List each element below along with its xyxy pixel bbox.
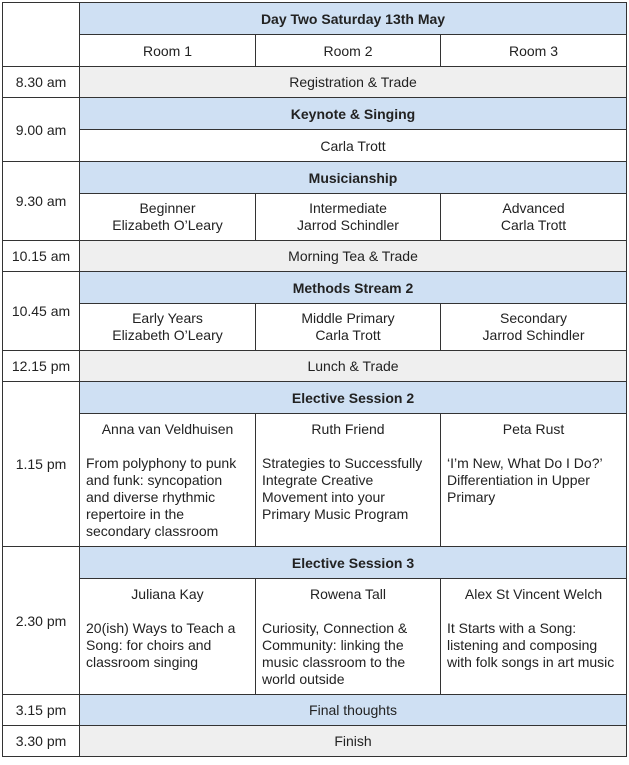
- session-cell: [441, 304, 627, 351]
- time-cell: 9.00 am: [3, 98, 80, 162]
- elective-3-title: Elective Session 3: [80, 547, 627, 579]
- elective-description: ‘I’m New, What Do I Do?’ Differentiation in Upper Primary: [447, 455, 603, 505]
- session-cell: [256, 304, 441, 351]
- room-2-header: Room 2: [256, 35, 441, 67]
- elective-cell: [441, 414, 627, 547]
- corner-cell: [3, 3, 80, 67]
- day-title: Day Two Saturday 13th May: [80, 3, 627, 35]
- room-3-header: Room 3: [441, 35, 627, 67]
- schedule-table: [2, 2, 627, 757]
- session-cell: [80, 304, 256, 351]
- elective-cell: [441, 579, 627, 695]
- time-cell: 9.30 am: [3, 162, 80, 241]
- elective-cell: [256, 414, 441, 547]
- session-level: Advanced: [502, 200, 565, 216]
- session-presenter: Jarrod Schindler: [297, 217, 399, 233]
- session-level: Intermediate: [309, 200, 387, 216]
- elective-description: From polyphony to punk and funk: syncopation and diverse rhythmic repertoire in the secondary classroom: [86, 455, 237, 539]
- elective-speaker: Alex St Vincent Welch: [464, 586, 603, 602]
- session-presenter: Carla Trott: [500, 217, 567, 233]
- final-thoughts-row: Final thoughts: [80, 695, 627, 726]
- elective-speaker: Peta Rust: [502, 421, 565, 437]
- session-cell: [80, 194, 256, 241]
- elective-description: It Starts with a Song: listening and composing with folk songs in art music: [447, 620, 615, 670]
- session-presenter: Jarrod Schindler: [482, 327, 585, 343]
- session-cell: [256, 194, 441, 241]
- session-presenter: Elizabeth O’Leary: [112, 217, 223, 233]
- session-level: Middle Primary: [301, 310, 395, 326]
- keynote-title: Keynote & Singing: [80, 98, 627, 130]
- elective-speaker: Rowena Tall: [309, 586, 386, 602]
- session-level: Early Years: [132, 310, 203, 326]
- time-cell: 8.30 am: [3, 67, 80, 98]
- time-cell: 2.30 pm: [3, 547, 80, 695]
- methods-title: Methods Stream 2: [80, 272, 627, 304]
- elective-speaker: Ruth Friend: [311, 421, 385, 437]
- session-cell: [441, 194, 627, 241]
- session-presenter: Carla Trott: [315, 327, 381, 343]
- elective-speaker: Anna van Veldhuisen: [101, 421, 234, 437]
- registration-row: Registration & Trade: [80, 67, 627, 98]
- time-cell: 10.15 am: [3, 241, 80, 272]
- time-cell: 10.45 am: [3, 272, 80, 351]
- session-level: Beginner: [139, 200, 196, 216]
- elective-description: Curiosity, Connection & Community: linking the music classroom to the world outside: [262, 620, 408, 687]
- time-cell: 1.15 pm: [3, 382, 80, 547]
- time-cell: 12.15 pm: [3, 351, 80, 382]
- musicianship-title: Musicianship: [80, 162, 627, 194]
- elective-speaker: Juliana Kay: [131, 586, 204, 602]
- session-level: Secondary: [500, 310, 567, 326]
- session-presenter: Elizabeth O’Leary: [112, 327, 223, 343]
- finish-row: Finish: [80, 726, 627, 757]
- time-cell: 3.30 pm: [3, 726, 80, 757]
- elective-2-title: Elective Session 2: [80, 382, 627, 414]
- keynote-speaker: Carla Trott: [80, 130, 627, 162]
- lunch-row: Lunch & Trade: [80, 351, 627, 382]
- morning-tea-row: Morning Tea & Trade: [80, 241, 627, 272]
- elective-cell: [80, 579, 256, 695]
- elective-description: Strategies to Successfully Integrate Creative Movement into your Primary Music Program: [262, 455, 423, 522]
- elective-cell: [256, 579, 441, 695]
- elective-description: 20(ish) Ways to Teach a Song: for choirs and classroom singing: [86, 620, 236, 670]
- elective-cell: [80, 414, 256, 547]
- time-cell: 3.15 pm: [3, 695, 80, 726]
- room-1-header: Room 1: [80, 35, 256, 67]
